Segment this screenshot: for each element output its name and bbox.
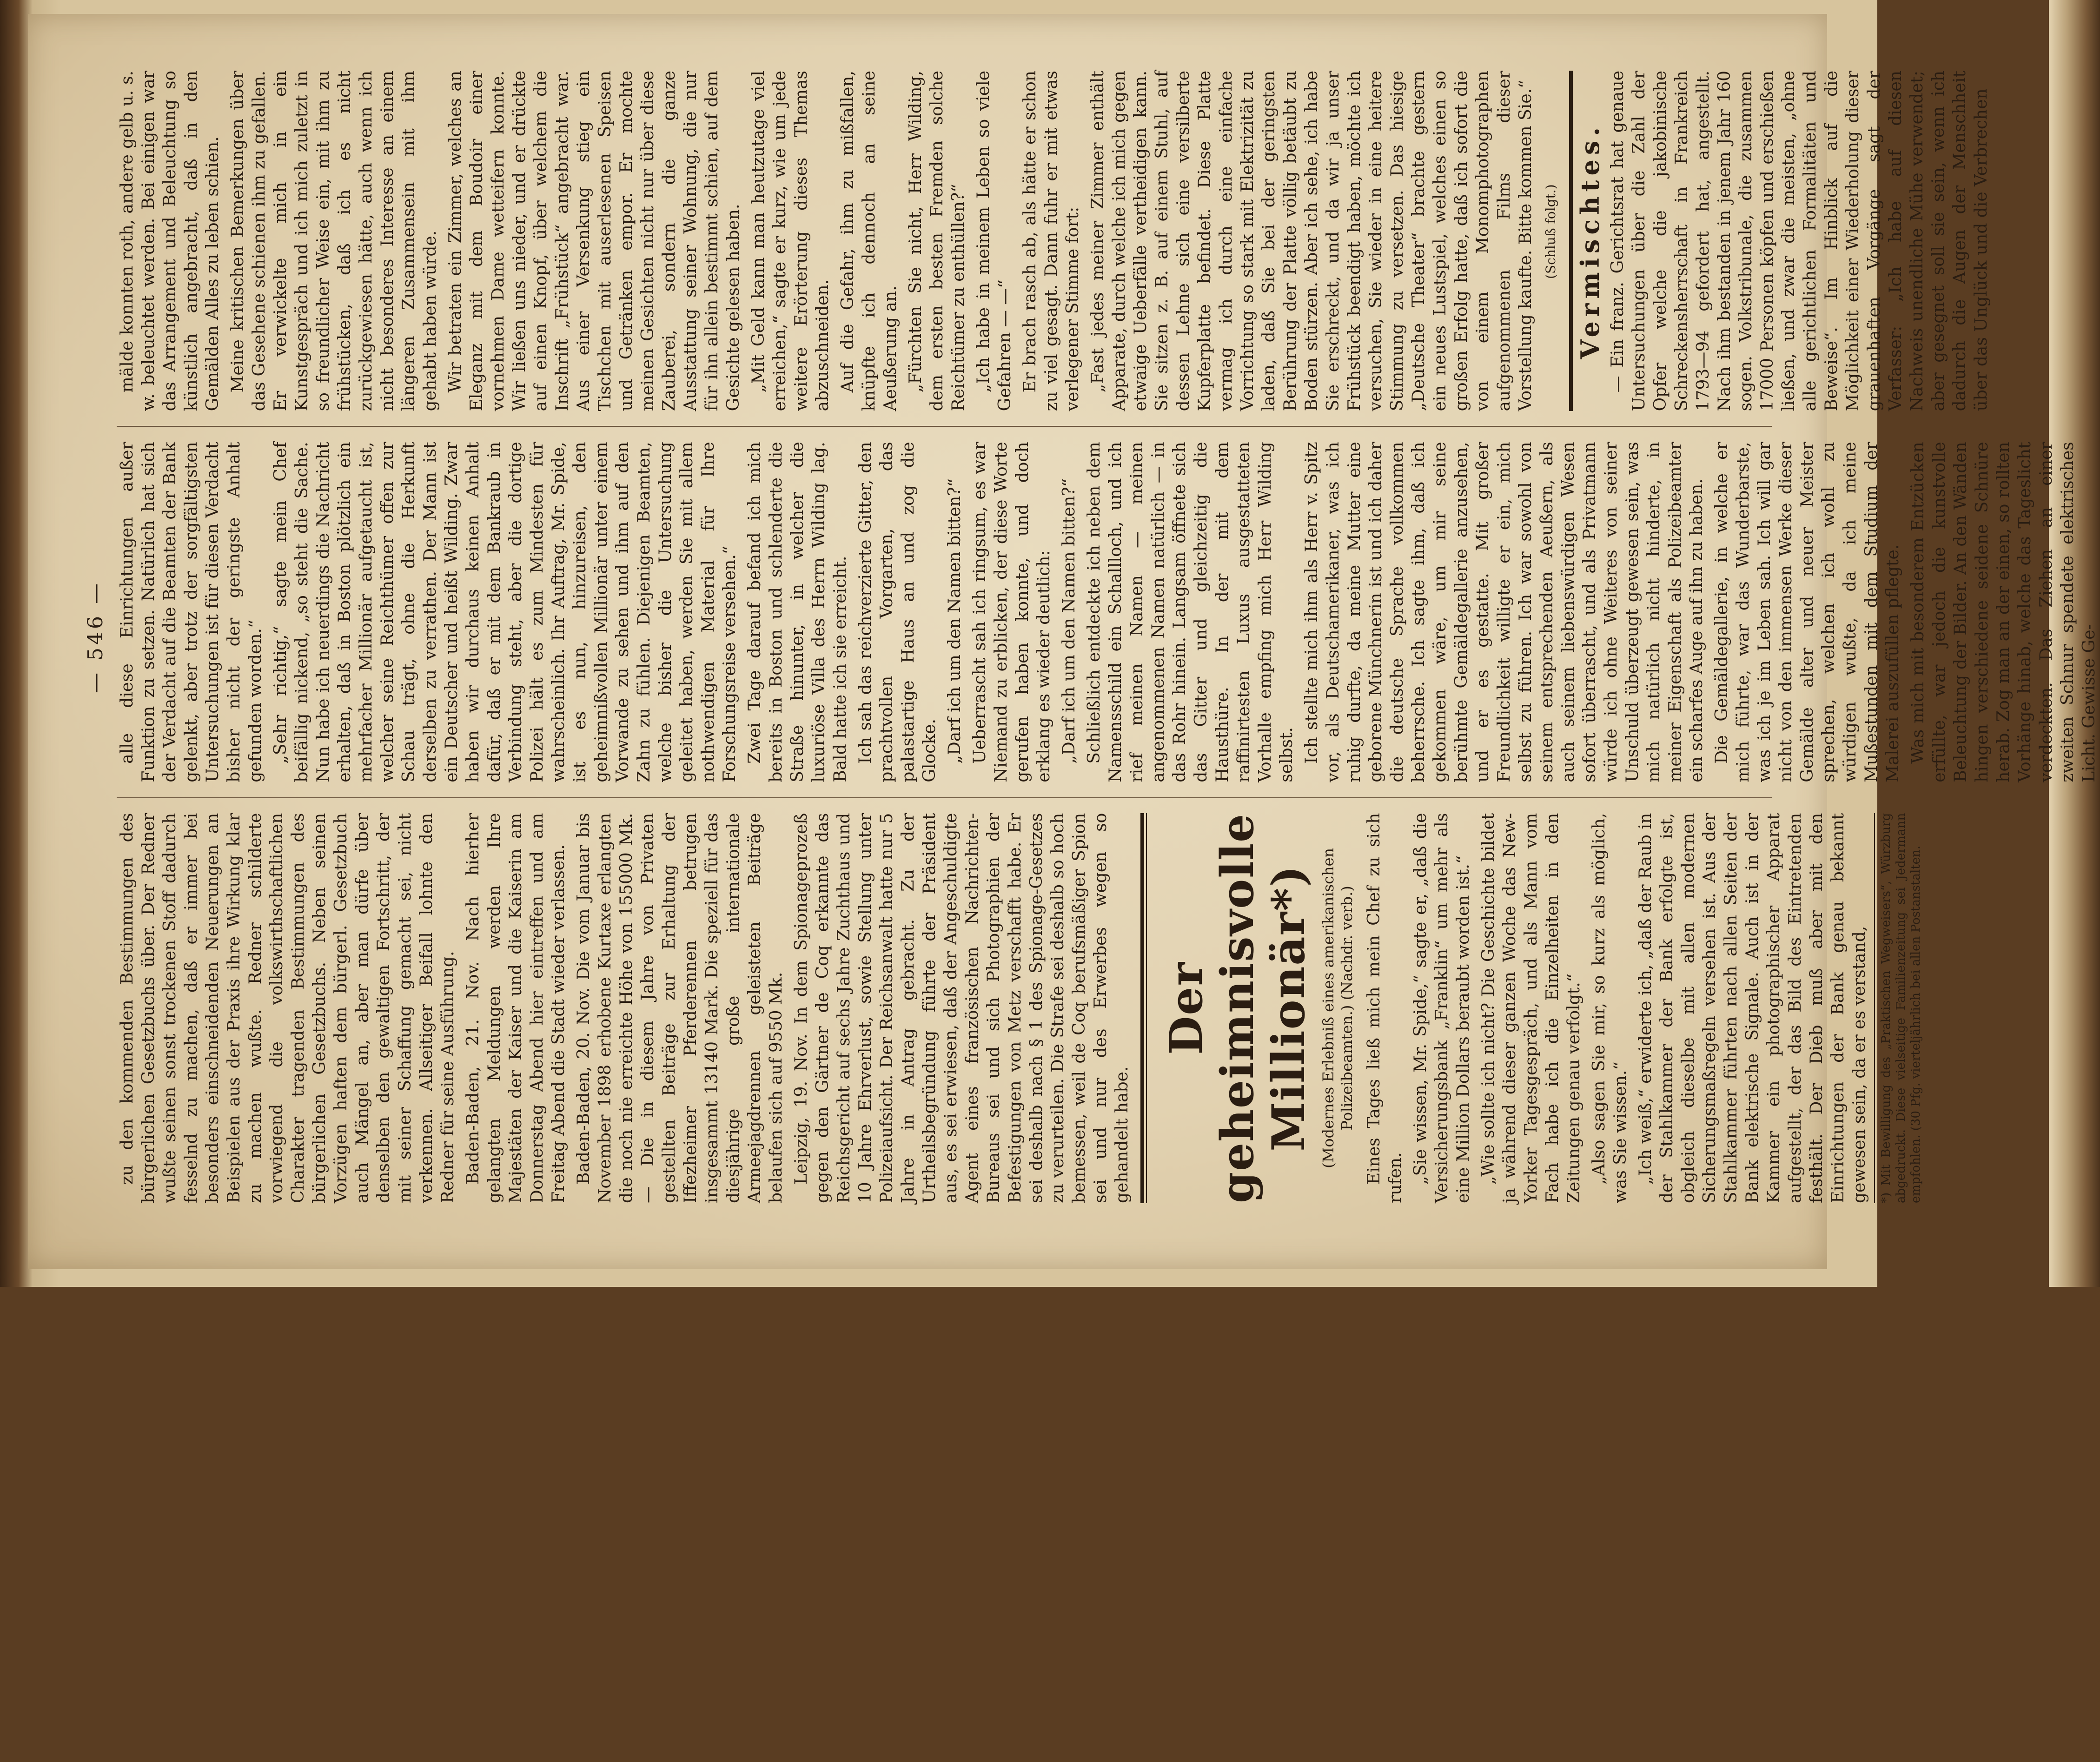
- newspaper-page: [28, 14, 2099, 1269]
- paragraph: — Ein franz. Gerichtsrat hat genaue Untersuchungen über die Zahl der Opfer welche die jakobinische Schreckensherrschaft in Frankreich 1793—94 gefordert hat, angestellt. Nach ihm bestanden in jenem Jahr 160 sogen. Volkstribunale, die zusammen 17000 Personen köpfen und erschießen ließen, und zwar die meisten, „ohne alle gerichtlichen Formalitäten und Beweise“. Im Hinblick auf die Möglichkeit einer Wiederholung dieser grauenhaften Vorgänge sagt der Verfasser: „Ich habe auf diesen Nachweis unendliche Mühe verwendet; aber gesegnet soll sie sein, wenn ich dadurch die Augen der Menschheit über das Unglück und die Verbrechen: [1608, 70, 1991, 411]
- paragraph: „Ich habe in meinem Leben so viele Gefahren — —“: [974, 70, 1014, 411]
- paragraph: Was mich mit besonderem Entzücken erfüllte, war jedoch die kunstvolle Beleuchtung der Bilder. An den Wänden hingen verschiedene seidene Schnüre herab. Zog man an der einen, so rollten Vorhänge hinab, welche das Tageslicht verdeckten. Das Ziehen an einer zweiten Schnur spendete elektrisches Licht. Gewisse Ge-: [1908, 442, 2099, 782]
- paragraph: „Sehr richtig,“ sagte mein Chef beifällig nickend, „so steht die Sache. Nun habe ich neuerdings die Nachricht erhalten, daß in Boston plötzlich ein mehrfacher Millionär aufgetaucht ist, welcher seine Reichthümer offen zur Schau trägt, ohne die Herkunft derselben zu verrathen. Der Mann ist ein Deutscher und heißt Wilding. Zwar haben wir durchaus keinen Anhalt dafür, daß er mit dem Bankraub in Verbindung steht, aber die dortige Polizei hält es zum Mindesten für wahrscheinlich. Ihr Auftrag, Mr. Spide, ist es nun, hinzureisen, den geheimnißvollen Millionär unter einem Vorwande zu sehen und ihm auf den Zahn zu fühlen. Diejenigen Beamten, welche bisher die Untersuchung geleitet haben, werden Sie mit allem nothwendigen Material für Ihre Forschungsreise versehen.“: [271, 442, 739, 782]
- paragraph: „Darf ich um den Namen bitten?“: [1060, 478, 1079, 764]
- paragraph: Zwei Tage darauf befand ich mich bereits in Boston und schlenderte die Straße hinunter, in welcher die luxuriöse Villa des Herrn Wilding lag. Bald hatte ich sie erreicht.: [745, 442, 850, 782]
- paragraph: „Mit Geld kann man heutzutage viel erreichen,“ sagte er kurz, wie um jede weitere Erörterung dieses Themas abzuschneiden.: [749, 70, 832, 411]
- page-number: — 546 —: [84, 581, 107, 693]
- rotated-sheet: [65, 33, 2099, 1762]
- column-2: [117, 426, 2099, 797]
- continued-note: (Schluß folgt.): [1543, 184, 1558, 279]
- paragraph: „Sie wissen, Mr. Spide,“ sagte er, „daß die Versicherungsbank „Franklin“ um mehr als eine Million Dollars beraubt worden ist.“: [1411, 813, 1473, 1203]
- paragraph: Ich sah das reichverzierte Gitter, den prachtvollen Vorgarten, das palastartige Haus an und zog die Glocke.: [856, 442, 939, 782]
- paragraph: zu den kommenden Bestimmungen des bürgerlichen Gesetzbuchs über. Der Redner wußte seinen sonst trockenen Stoff dadurch fesselnd zu machen, daß er immer bei besonders einschneidenden Neuerungen an Beispielen aus der Praxis ihre Wirkung klar zu machen wußte. Redner schilderte vorwiegend die volkswirthschaftlichen Charakter tragenden Bestimmungen des bürgerlichen Gesetzbuchs. Neben seinen Vorzügen haften dem bürgerl. Gesetzbuch auch Mängel an, aber man dürfe über denselben den gewaltigen Fortschritt, der mit seiner Schaffung gemacht sei, nicht verkennen. Allseitiger Beifall lohnte den Redner für seine Ausführung.: [118, 813, 457, 1203]
- paragraph: alle diese Einrichtungen außer Funktion zu setzen. Natürlich hat sich der Verdacht auf die Beamten der Bank gelenkt, aber trotz der sorgfältigsten Untersuchungen ist für diesen Verdacht bisher nicht der geringste Anhalt gefunden worden.“: [118, 442, 265, 782]
- paragraph: mälde konnten roth, andere gelb u. s. w. beleuchtet werden. Bei einigen war das Arrangement und Beleuchtung so künstlich angebracht, daß in den Gemälden Alles zu leben schien.: [118, 70, 222, 411]
- column-3: [117, 56, 1991, 426]
- paragraph: Baden-Baden, 20. Nov. Die vom Januar bis November 1898 erhobene Kurtaxe erlangten die noch nie erreichte Höhe von 155000 Mk. — Die in diesem Jahre von Privaten gestellten Beiträge zur Erhaltung der Iffezheimer Pferderennen betrugen insgesammt 13140 Mark. Die speziell für das diesjährige große internationale Armeejagdrennen geleisteten Beiträge belaufen sich auf 9550 Mk.: [574, 813, 786, 1203]
- paragraph: Wir betraten ein Zimmer, welches an Eleganz mit dem Boudoir einer vornehmen Dame wetteifern konnte. Wir ließen uns nieder, und er drückte auf einen Knopf, über welchem die Inschrift „Frühstück“ angebracht war. Aus einer Versenkung stieg ein Tischchen mit auserlesenen Speisen und Getränken empor. Er mochte meinen Gesichten nicht nur über diese Zauberei, sondern die ganze Ausstattung seiner Wohnung, die nur für ihn allein bestimmt schien, auf dem Gesichte gelesen haben.: [446, 70, 743, 411]
- paragraph: „Darf ich um den Namen bitten?“: [945, 478, 964, 764]
- footnote: *) Mit Bewilligung des „Praktischen Wegweisers“, Würzburg abgedruckt. Diese vielseitige Familienzeitung sei Jedermann empfohlen. (30 Pfg. vierteljährlich bei allen Postanstalten.: [1874, 813, 1923, 1203]
- columns: [117, 56, 2099, 1218]
- paragraph: „Fürchten Sie nicht, Herr Wilding, dem ersten besten Fremden solche Reichtümer zu enthüllen?“: [906, 70, 968, 411]
- paragraph: Schließlich entdeckte ich neben dem Namensschild ein Schallloch, und ich rief meinen Namen — meinen angenommenen Namen natürlich — in das Rohr hinein. Langsam öffnete sich das Gitter und gleichzeitig die Hausthüre. In der mit dem raffinirtesten Luxus ausgestatteten Vorhalle empfing mich Herr Wilding selbst.: [1085, 442, 1296, 782]
- divider: [1569, 71, 1573, 411]
- divider: [1140, 813, 1144, 1203]
- paragraph: Auf die Gefahr, ihm zu mißfallen, knüpfte ich dennoch an seine Aeußerung an.: [838, 70, 900, 411]
- section-heading: Vermischtes.: [1575, 122, 1605, 359]
- page-content: [65, 33, 2099, 1241]
- paragraph: Ich stellte mich ihm als Herr v. Spitz vor, als Deutschamerikaner, was ich ruhig durfte, da meine Mutter eine geborene Münchnerin ist und ich daher die deutsche Sprache vollkommen beherrsche. Ich sagte ihm, daß ich gekommen wäre, um mir seine berühmte Gemäldegallerie anzusehen, und er es gestatte. Mit großer Freundlichkeit willigte er ein, mich selbst zu führen. Ich war sowohl von seinem entsprechenden Aeußern, als auch seinem liebenswürdigen Wesen sofort überrascht, und als Privatmann würde ich ohne Weiteres von seiner Unschuld überzeugt gewesen sein, was mich natürlich nicht hinderte, in meiner Eigenschaft als Polizeibeamter ein scharfes Auge auf ihn zu haben.: [1302, 442, 1706, 782]
- paragraph: Meine kritischen Bemerkungen über das Gesehene schienen ihm zu gefallen. Er verwickelte mich in ein Kunstgespräch und ich mich zuletzt in so freundlicher Weise ein, mit ihm zu frühstücken, daß ich es nicht zurückgewiesen hätte, auch wenn ich nicht besonderes Interesse an einem längeren Zusammensein mit ihm gehabt haben würde.: [228, 70, 440, 411]
- page-frame: [65, 0, 2099, 1241]
- story-title: Der geheimnisvolle Millionär*): [1160, 813, 1315, 1203]
- paragraph: Die Gemäldegallerie, in welche er mich führte, war das Wunderbarste, was ich je im Leben sah. Ich will gar nicht von den immensen Werke dieser Gemälde alter und neuer Meister sprechen, welchen ich wohl zu würdigen wußte, da ich meine Mußestunden mit dem Studium der Malerei auszufüllen pflegte.: [1712, 442, 1902, 782]
- paragraph: Leipzig, 19. Nov. In dem Spionageprozeß gegen den Gärtner de Coq erkannte das Reichsgericht auf sechs Jahre Zuchthaus und 10 Jahre Ehrverlust, sowie Stellung unter Polizeiaufsicht. Der Reichsanwalt hatte nur 5 Jahre in Antrag gebracht. Zu der Urtheilsbegründung führte der Präsident aus, es sei erwiesen, daß der Angeschuldigte Agent eines französischen Nachrichten-Bureaus sei und sich Photographien der Befestigungen von Metz verschafft habe. Er sei deshalb nach § 1 des Spionage-Gesetzes zu verurteilen. Die Strafe sei deshalb so hoch bemessen, weil de Coq berufsmäßiger Spion sei und nur des Erwerbes wegen so gehandelt habe.: [792, 813, 1132, 1203]
- paragraph: Baden-Baden, 21. Nov. Nach hierher gelangten Meldungen werden Ihre Majestäten der Kaiser und die Kaiserin am Donnerstag Abend hier eintreffen und am Freitag Abend die Stadt wieder verlassen.: [464, 813, 568, 1203]
- divider: [1146, 813, 1147, 1203]
- paragraph: Er brach rasch ab, als hätte er schon zu viel gesagt. Dann fuhr er mit etwas verlegener Stimme fort:: [1020, 70, 1082, 411]
- paragraph: „Fast jedes meiner Zimmer enthält Apparate, durch welche ich mich gegen etwaige Ueberfälle vertheidigen kann. Sie sitzen z. B. auf einem Stuhl, auf dessen Lehne sich eine versilberte Kupferplatte befindet. Diese Platte vermag ich durch eine einfache Vorrichtung so stark mit Elektrizität zu laden, daß Sie bei der geringsten Berührung der Platte völlig betäubt zu Boden stürzen. Aber ich sehe, ich habe Sie erschreckt, und da wir ja unser Frühstück beendigt haben, möchte ich versuchen, Sie wieder in eine heitere Stimmung zu versetzen. Das hiesige „Deutsche Theater“ brachte gestern ein neues Lustspiel, welches einen so großen Erfolg hatte, daß ich sofort die von einem Monomphotographen aufgenommenen Films dieser Vorstellung kaufte. Bitte kommen Sie.“: [1088, 70, 1535, 411]
- paragraph: „Wie sollte ich nicht? Die Geschichte bildet ja während dieser ganzen Woche das New-Yorker Tagesgespräch, und als Mann vom Fach habe ich die Einzelheiten in den Zeitungen genau verfolgt.“: [1479, 813, 1583, 1203]
- story-subtitle: (Modernes Erlebniß eines amerikanischen Polizeibeamten.) (Nachdr. verb.): [1319, 848, 1356, 1168]
- paragraph: Eines Tages ließ mich mein Chef zu sich rufen.: [1365, 813, 1405, 1203]
- paragraph: „Ich weiß,“ erwiderte ich, „daß der Raub in der Stahlkammer der Bank erfolgte ist, obgleich dieselbe mit allen modernen Sicherungsmaßregeln versehen ist. Aus der Stahlkammer führten nach allen Seiten der Bank elektrische Signale. Auch ist in der Kammer ein photographischer Apparat aufgestellt, der das Bild des Eintretenden festhält. Der Dieb muß aber mit den Einrichtungen der Bank genau bekannt gewesen sein, da er es verstand,: [1636, 813, 1869, 1203]
- paragraph: Ueberrascht sah ich ringsum, es war Niemand zu erblicken, der diese Worte gerufen haben konnte, und doch erklang es wieder deutlich:: [970, 442, 1053, 782]
- column-1: [117, 797, 1923, 1218]
- paragraph: „Also sagen Sie mir, so kurz als möglich, was Sie wissen.“: [1590, 813, 1630, 1203]
